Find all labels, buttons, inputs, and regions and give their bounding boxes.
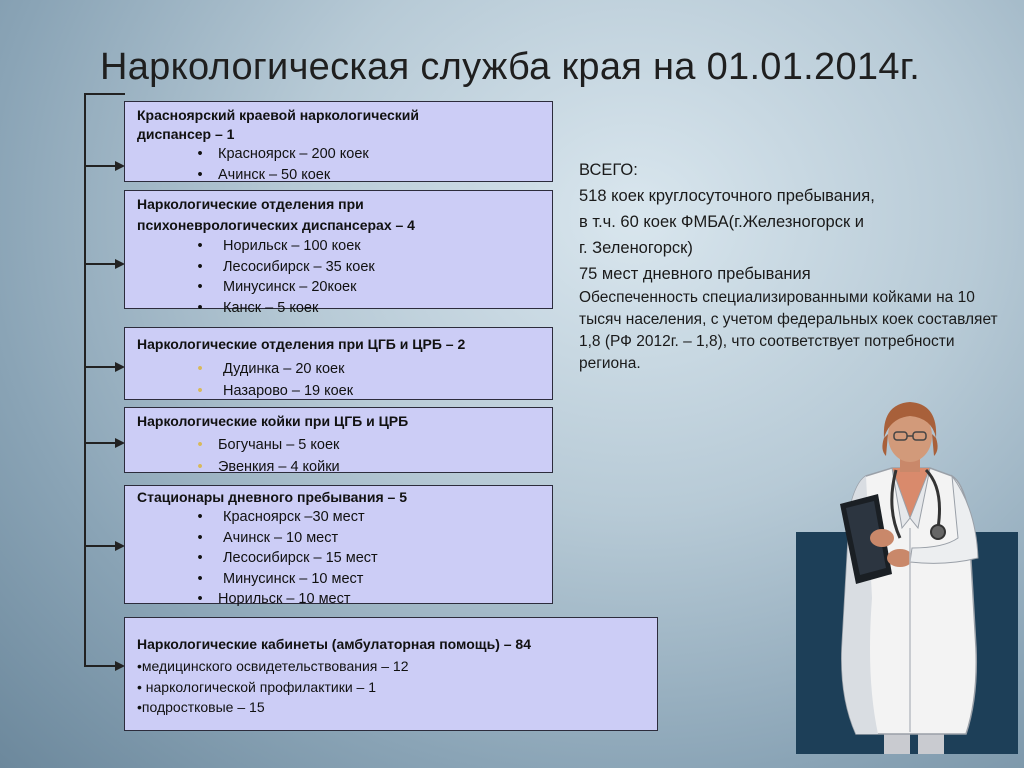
summary-block [579, 157, 1009, 375]
connector-branch-2 [84, 263, 116, 265]
box-heading: Наркологические отделения при психоневрологических диспансерах – 4 [137, 196, 415, 233]
summary-line: 518 коек круглосуточного пребывания, [579, 187, 875, 205]
list-item: • Красноярск – 200 коек [197, 146, 369, 162]
list-item: • Лесосибирск – 35 коек [197, 258, 375, 275]
connector-vertical [84, 93, 86, 666]
list-item: • Канск – 5 коек [197, 299, 319, 316]
summary-line: в т.ч. 60 коек ФМБА(г.Железногорск и [579, 213, 865, 231]
connector-branch-5 [84, 545, 116, 547]
connector-branch-6 [84, 665, 116, 667]
summary-total-label: ВСЕГО: [579, 161, 638, 179]
box-day-hospitals [124, 485, 553, 607]
box-outpatient-offices [124, 617, 658, 731]
doctor-illustration [826, 398, 1001, 758]
box-heading: Стационары дневного пребывания – 5 [137, 489, 407, 505]
slide-title: Наркологическая служба края на 01.01.2014г. [100, 46, 921, 88]
box-cgb-departments [124, 327, 553, 400]
list-item: •медицинского освидетельствования – 12 [137, 658, 409, 674]
list-item: • Эвенкия – 4 койки [197, 459, 340, 475]
list-item: • наркологической профилактики – 1 [137, 678, 377, 695]
list-item: • Лесосибирск – 15 мест [197, 550, 378, 566]
list-item: • Ачинск – 10 мест [197, 529, 339, 546]
connector-branch-4 [84, 442, 116, 444]
connector-top [84, 93, 125, 95]
list-item: • Красноярск –30 мест [197, 509, 365, 525]
list-item: • Назарово – 19 коек [197, 383, 354, 399]
summary-line: г. Зеленогорск) [579, 239, 693, 257]
summary-paragraph: Обеспеченность специализированными койками на 10 тысяч населения, с учетом федеральных коек составляет 1,8 (РФ 2012г. – 1,8), что соответствует потребности региона. [579, 289, 998, 372]
box-cgb-beds [124, 407, 553, 473]
list-item: • Минусинск – 20коек [197, 279, 357, 295]
box-regional-dispensary [124, 101, 553, 182]
list-item: • Дудинка – 20 коек [197, 361, 345, 377]
list-item: • Норильск – 10 мест [197, 591, 351, 607]
box-heading: Наркологические койки при ЦГБ и ЦРБ [137, 413, 409, 429]
box-heading: Наркологические кабинеты (амбулаторная помощь) – 84 [137, 636, 531, 652]
list-item: • Норильск – 100 коек [197, 238, 361, 254]
box-heading: Красноярский краевой наркологический диспансер – 1 [137, 107, 419, 142]
list-item: • Богучаны – 5 коек [197, 437, 340, 453]
box-psychoneuro-departments [124, 190, 553, 316]
box-heading: Наркологические отделения при ЦГБ и ЦРБ – 2 [137, 336, 466, 352]
connector-branch-3 [84, 366, 116, 368]
connector-branch-1 [84, 165, 116, 167]
list-item: •подростковые – 15 [137, 699, 265, 715]
summary-line: 75 мест дневного пребывания [579, 265, 811, 283]
list-item: • Минусинск – 10 мест [197, 570, 364, 587]
list-item: • Ачинск – 50 коек [197, 166, 331, 183]
